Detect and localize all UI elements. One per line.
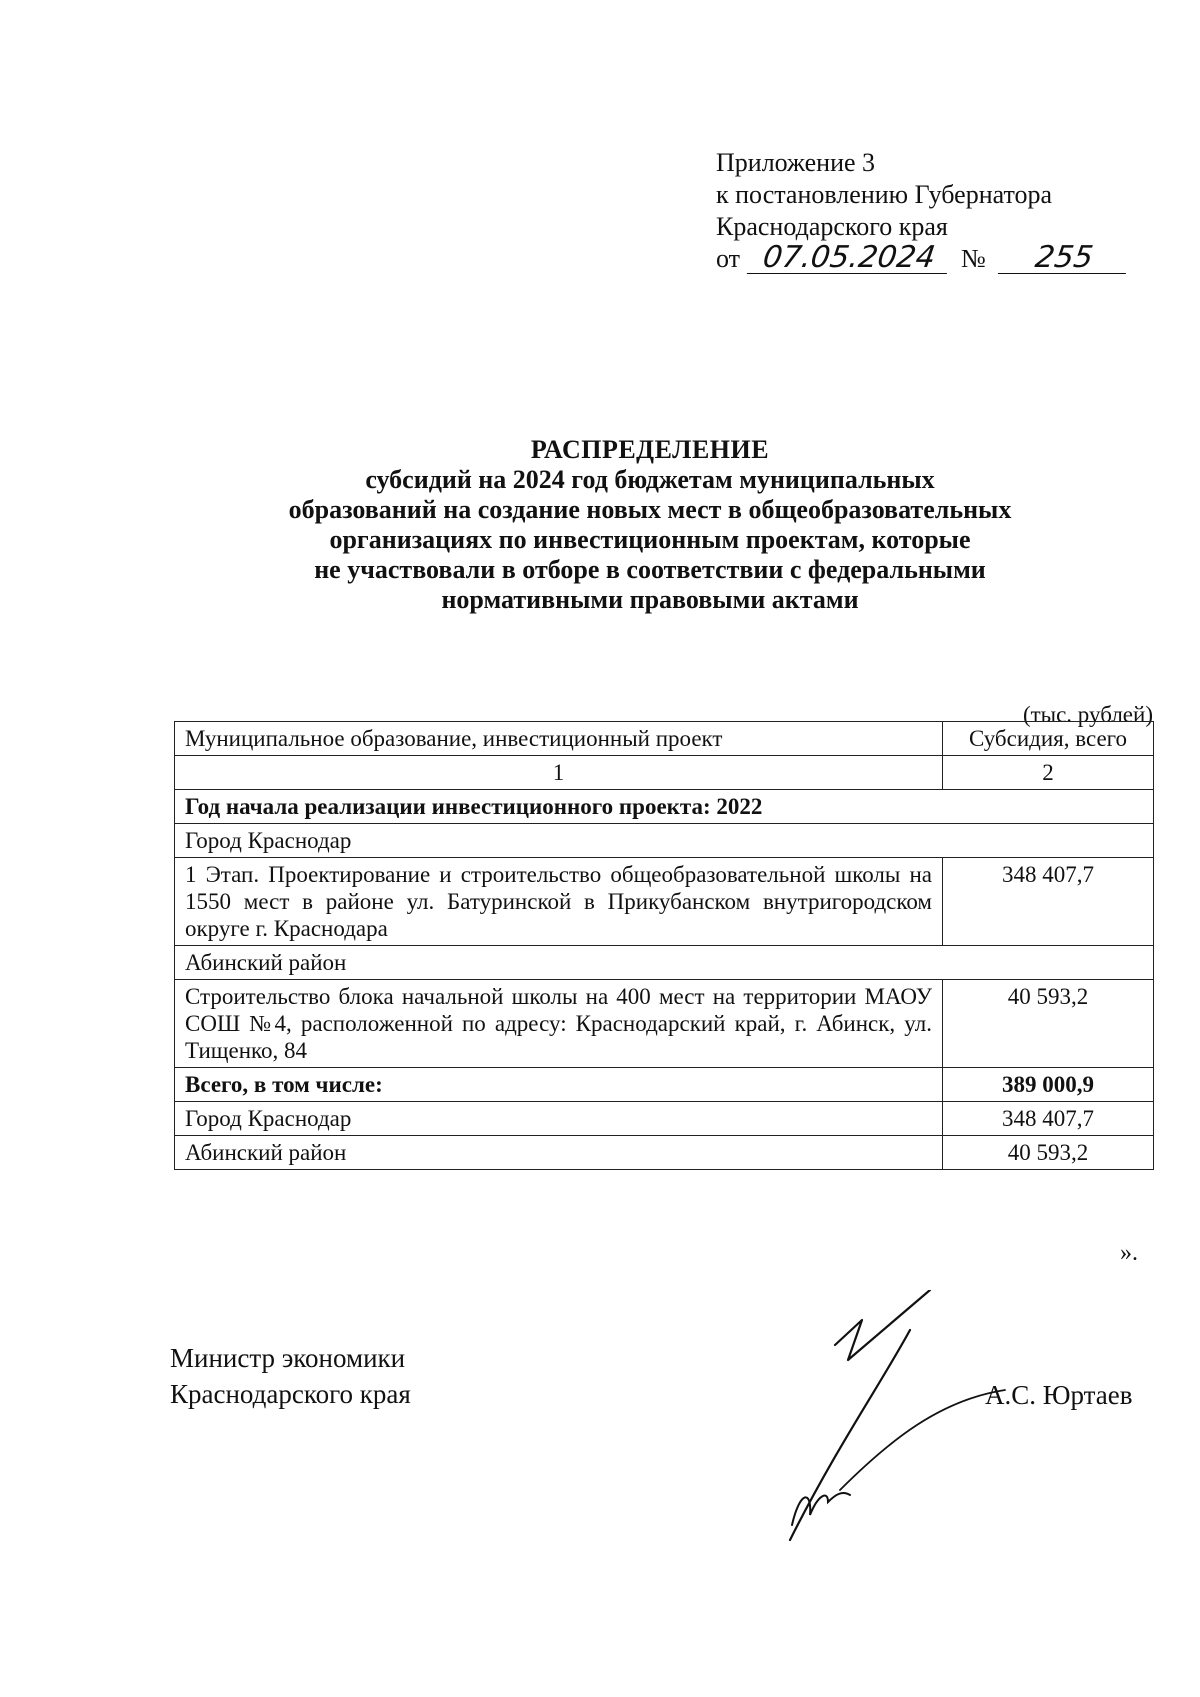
project-amount: 40 593,2: [943, 980, 1154, 1068]
table-header-row: [175, 722, 1154, 756]
title-line-1: субсидий на 2024 год бюджетам муниципальных: [365, 465, 935, 494]
total-breakdown-row: [175, 1102, 1154, 1136]
appendix-decree: к постановлению Губернатора: [716, 180, 1053, 209]
date-prefix: от: [716, 244, 741, 273]
document-title: [190, 435, 1110, 615]
units-label: (тыс. рублей): [1022, 702, 1153, 727]
total-row: [175, 1068, 1154, 1102]
appendix-block: [716, 147, 1128, 275]
decree-date: 07.05.2024: [746, 243, 950, 274]
decree-number: 255: [998, 243, 1130, 274]
title-line-2: образований на создание новых мест в общеобразовательных: [288, 495, 1012, 524]
table-numbering-row: [175, 756, 1154, 790]
breakdown-name: Город Краснодар: [175, 1102, 943, 1136]
appendix-region: Краснодарского края: [716, 212, 948, 241]
group-heading-row: [175, 790, 1154, 824]
municipality-name: Абинский район: [175, 946, 1154, 980]
title-line-5: нормативными правовыми актами: [441, 585, 859, 614]
project-row: [175, 858, 1154, 946]
group-heading: Год начала реализации инвестиционного проекта: 2022: [175, 790, 1154, 824]
breakdown-amount: 40 593,2: [943, 1136, 1154, 1170]
subsidy-table: [174, 721, 1154, 1170]
breakdown-amount: 348 407,7: [943, 1102, 1154, 1136]
numbering-col-1: 1: [175, 756, 943, 790]
handwritten-signature: [780, 1290, 1010, 1550]
signatory-name: А.С. Юртаев: [985, 1380, 1133, 1410]
title-heading: РАСПРЕДЕЛЕНИЕ: [530, 435, 770, 464]
title-line-3: организациях по инвестиционным проектам, которые: [329, 525, 971, 554]
municipality-name: Город Краснодар: [175, 824, 1154, 858]
project-description: 1 Этап. Проектирование и строительство общеобразовательной школы на 1550 мест в районе ул. Батуринской в Прикубанском внутригородском округе г. Краснодара: [175, 858, 943, 946]
signatory-title-line-2: Краснодарского края: [170, 1379, 411, 1409]
signatory-position: [170, 1340, 411, 1412]
closing-quote: ».: [1120, 1240, 1138, 1266]
project-description: Строительство блока начальной школы на 400 мест на территории МАОУ СОШ №4, расположенной по адресу: Краснодарский край, г. Абинск, ул. Тищенко, 84: [175, 980, 943, 1068]
header-col-subsidy: Субсидия, всего: [943, 722, 1154, 756]
breakdown-name: Абинский район: [175, 1136, 943, 1170]
header-col-municipality: Муниципальное образование, инвестиционный проект: [175, 722, 943, 756]
total-label: Всего, в том числе:: [175, 1068, 943, 1102]
total-breakdown-row: [175, 1136, 1154, 1170]
project-row: [175, 980, 1154, 1068]
number-prefix: №: [961, 244, 986, 273]
appendix-date-line: [716, 240, 1128, 275]
municipality-row: [175, 824, 1154, 858]
municipality-row: [175, 946, 1154, 980]
total-amount: 389 000,9: [943, 1068, 1154, 1102]
title-line-4: не участвовали в отборе в соответствии с федеральными: [314, 555, 986, 584]
signatory-title-line-1: Министр экономики: [170, 1343, 406, 1373]
numbering-col-2: 2: [943, 756, 1154, 790]
appendix-title: Приложение 3: [716, 148, 876, 177]
project-amount: 348 407,7: [943, 858, 1154, 946]
